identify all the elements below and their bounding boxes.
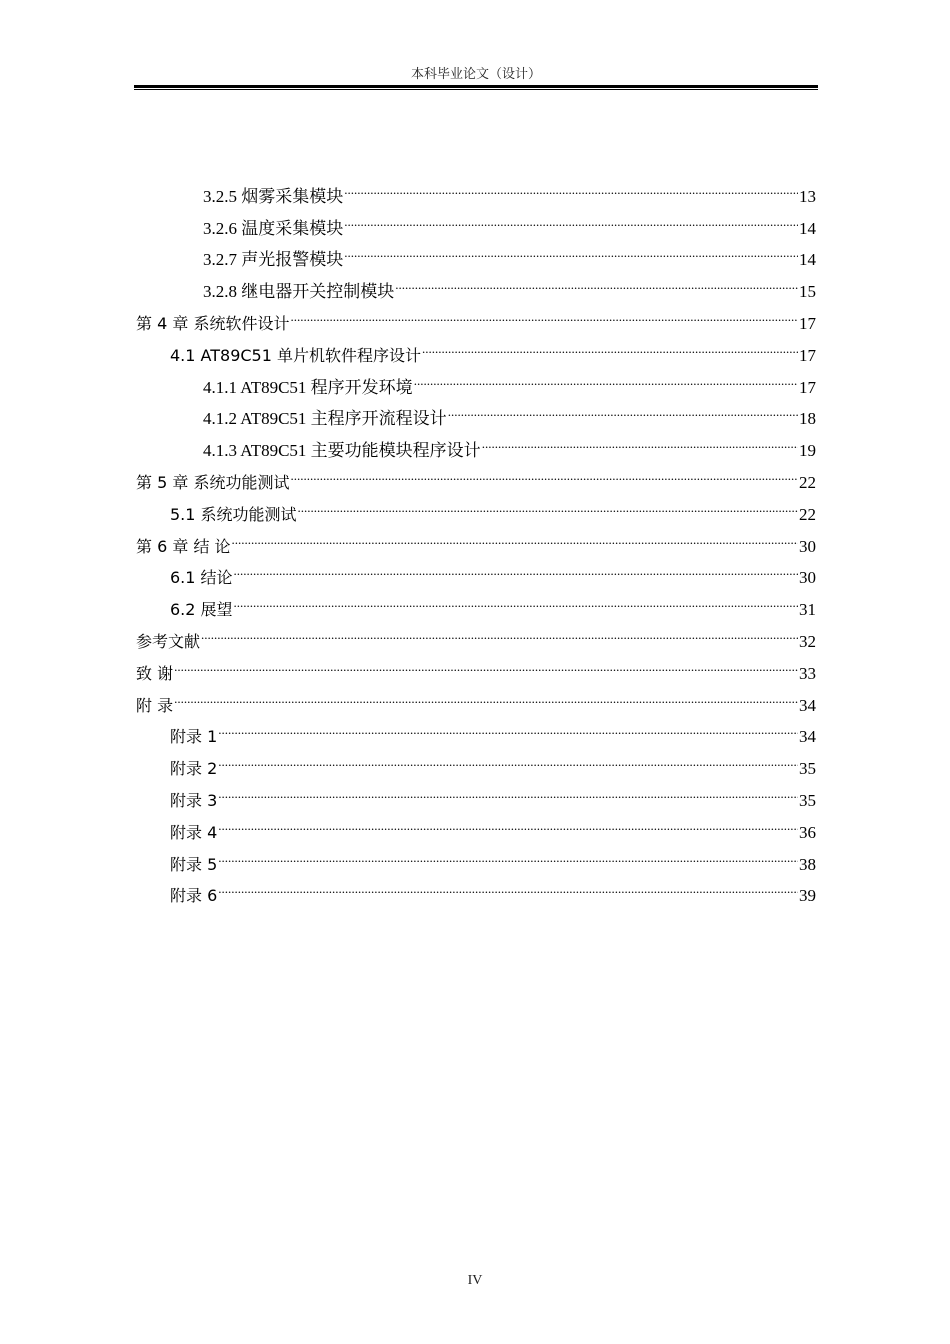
toc-entry[interactable] — [136, 297, 816, 333]
toc-entry[interactable] — [136, 424, 816, 461]
toc-entry-page: 15 — [799, 282, 816, 302]
toc-entry[interactable] — [136, 774, 816, 810]
toc-entry[interactable] — [136, 265, 816, 302]
toc-entry[interactable] — [136, 711, 816, 747]
toc-entry-page: 22 — [799, 472, 816, 492]
toc-dot-leader — [232, 520, 798, 552]
toc-entry[interactable] — [136, 679, 816, 715]
toc-entry-label: 附录 4 — [170, 822, 218, 842]
toc-entry-page: 22 — [799, 504, 816, 524]
toc-entry-label: 附录 1 — [170, 727, 218, 747]
toc-dot-leader — [290, 297, 798, 329]
toc-entry[interactable] — [136, 806, 816, 842]
toc-dot-leader — [298, 488, 798, 520]
toc-dot-leader — [290, 456, 798, 488]
page-header-title: 本科毕业论文（设计） — [410, 66, 541, 81]
toc-entry[interactable] — [136, 329, 816, 365]
toc-entry-label: 附录 5 — [170, 854, 218, 874]
toc-entry[interactable] — [136, 456, 816, 492]
toc-entry-page: 30 — [799, 536, 816, 556]
header-rule-thin — [134, 89, 818, 90]
toc-entry-page: 30 — [799, 568, 816, 588]
toc-entry-page: 14 — [799, 250, 816, 270]
toc-entry-page: 14 — [799, 218, 816, 238]
toc-dot-leader — [218, 711, 798, 743]
toc-dot-leader — [218, 774, 798, 806]
toc-dot-leader — [344, 234, 798, 266]
toc-entry[interactable] — [136, 647, 816, 683]
toc-entry-label: 3.2.5 烟雾采集模块 — [203, 186, 344, 206]
toc-dot-leader — [344, 202, 798, 234]
toc-dot-leader — [414, 361, 798, 393]
toc-entry[interactable] — [136, 361, 816, 397]
toc-entry[interactable] — [136, 742, 816, 779]
toc-entry-page: 18 — [799, 409, 816, 429]
header-rule — [134, 85, 818, 88]
page-number: IV — [467, 1273, 483, 1288]
toc-entry-label: 第 6 章 结 论 — [136, 536, 231, 556]
toc-dot-leader — [422, 329, 798, 361]
toc-entry-page: 17 — [799, 377, 816, 397]
toc-dot-leader — [218, 742, 798, 774]
toc-entry-label: 附 录 — [136, 695, 174, 715]
toc-entry[interactable] — [136, 838, 816, 874]
toc-entry[interactable] — [136, 234, 816, 270]
toc-entry-page: 39 — [799, 886, 816, 906]
toc-entry-label: 3.2.8 继电器开关控制模块 — [203, 282, 395, 302]
toc-entry-page: 17 — [799, 345, 816, 365]
toc-entry-page: 36 — [799, 822, 816, 842]
toc-entry-label: 参考文献 — [136, 631, 201, 651]
toc-dot-leader — [218, 838, 798, 870]
toc-entry-label: 第 5 章 系统功能测试 — [136, 472, 290, 492]
toc-entry-page: 33 — [799, 663, 816, 683]
toc-entry-page: 35 — [799, 790, 816, 810]
toc-dot-leader — [201, 615, 798, 647]
toc-entry-label: 6.2 展望 — [170, 600, 233, 620]
toc-entry[interactable] — [136, 870, 816, 906]
toc-entry-label: 致 谢 — [136, 663, 174, 683]
toc-entry[interactable] — [136, 583, 816, 620]
toc-entry-label: 4.1.3 AT89C51 主要功能模块程序设计 — [203, 441, 481, 461]
toc-dot-leader — [448, 393, 798, 425]
toc-dot-leader — [218, 870, 798, 902]
toc-entry[interactable] — [136, 615, 816, 651]
toc-entry-label: 附录 2 — [170, 759, 218, 779]
table-of-contents — [136, 170, 816, 906]
toc-dot-leader — [174, 647, 798, 679]
toc-entry-page: 35 — [799, 759, 816, 779]
toc-entry-label: 6.1 结论 — [170, 568, 233, 588]
toc-entry-page: 13 — [799, 186, 816, 206]
toc-entry-label: 附录 3 — [170, 790, 218, 810]
toc-entry-page: 34 — [799, 727, 816, 747]
toc-entry[interactable] — [136, 202, 816, 238]
toc-entry-label: 第 4 章 系统软件设计 — [136, 313, 290, 333]
toc-entry-label: 4.1 AT89C51 单片机软件程序设计 — [170, 345, 421, 365]
toc-dot-leader — [174, 679, 798, 711]
toc-dot-leader — [344, 170, 798, 202]
toc-dot-leader — [234, 552, 798, 584]
toc-entry-label: 5.1 系统功能测试 — [170, 504, 297, 524]
toc-entry-label: 4.1.1 AT89C51 程序开发环境 — [203, 377, 413, 397]
toc-entry-label: 4.1.2 AT89C51 主程序开流程设计 — [203, 409, 447, 429]
toc-entry-page: 17 — [799, 313, 816, 333]
toc-entry-page: 31 — [799, 600, 816, 620]
toc-entry[interactable] — [136, 393, 816, 429]
toc-entry-label: 3.2.7 声光报警模块 — [203, 250, 344, 270]
toc-entry-page: 19 — [799, 441, 816, 461]
toc-entry-page: 38 — [799, 854, 816, 874]
toc-entry[interactable] — [136, 552, 816, 588]
toc-entry-page: 34 — [799, 695, 816, 715]
toc-entry[interactable] — [136, 488, 816, 524]
toc-entry-label: 3.2.6 温度采集模块 — [203, 218, 344, 238]
toc-dot-leader — [395, 265, 798, 297]
toc-entry[interactable] — [136, 520, 816, 556]
toc-dot-leader — [482, 424, 798, 456]
toc-entry[interactable] — [136, 170, 816, 206]
toc-dot-leader — [218, 806, 798, 838]
toc-dot-leader — [234, 583, 798, 615]
toc-entry-page: 32 — [799, 631, 816, 651]
toc-entry-label: 附录 6 — [170, 886, 218, 906]
